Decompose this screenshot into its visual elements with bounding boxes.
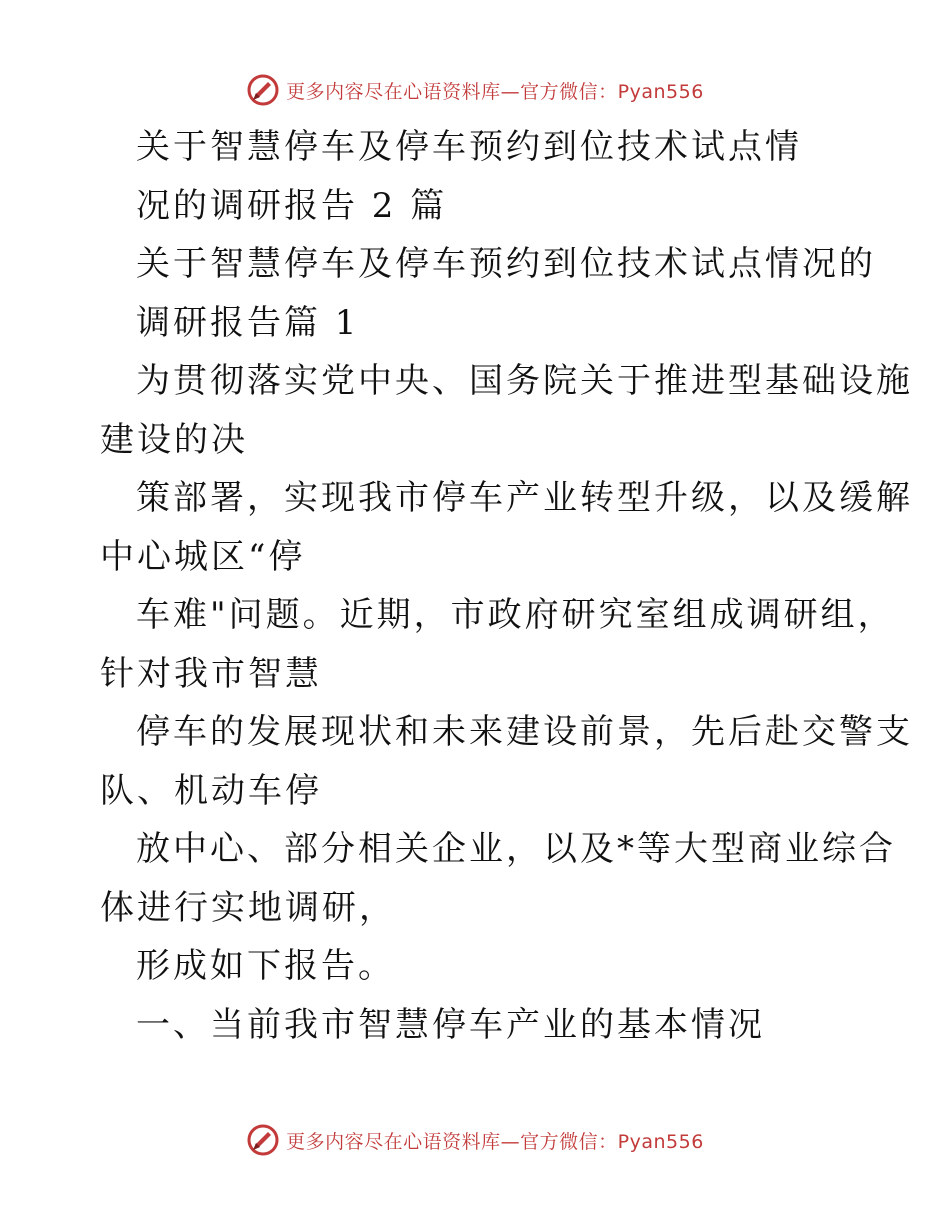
paragraph-line: 中心城区“停 xyxy=(100,536,306,577)
title-line-1: 关于智慧停车及停车预约到位技术试点情 xyxy=(136,127,802,167)
paragraph-line: 体进行实地调研， xyxy=(100,887,396,928)
section-heading: 一、当前我市智慧停车产业的基本情况 xyxy=(136,1004,765,1045)
footer-watermark-banner xyxy=(0,1120,950,1160)
paragraph-line: 形成如下报告。 xyxy=(136,946,395,986)
document-body xyxy=(100,118,913,1054)
paragraph-line: 放中心、部分相关企业，以及*等大型商业综合 xyxy=(136,829,896,869)
paragraph-line: 队、机动车停 xyxy=(100,770,322,811)
subtitle-line-2: 调研报告篇 1 xyxy=(136,302,360,343)
paragraph-line: 建设的决 xyxy=(100,419,248,460)
header-watermark-banner xyxy=(0,70,950,110)
subtitle-line-1: 关于智慧停车及停车预约到位技术试点情况的 xyxy=(136,244,876,284)
brand-logo-icon xyxy=(246,1123,280,1157)
watermark-text: 更多内容尽在心语资料库—官方微信：Pyan556 xyxy=(286,1130,704,1153)
paragraph-line: 停车的发展现状和未来建设前景，先后赴交警支 xyxy=(136,712,913,752)
paragraph-line: 针对我市智慧 xyxy=(100,653,322,694)
watermark-text: 更多内容尽在心语资料库—官方微信：Pyan556 xyxy=(286,80,704,103)
paragraph-line: 车难"问题。近期，市政府研究室组成调研组， xyxy=(136,595,895,635)
brand-logo-icon xyxy=(246,73,280,107)
paragraph-line: 为贯彻落实党中央、国务院关于推进型基础设施 xyxy=(136,361,913,401)
title-line-2: 况的调研报告 2 篇 xyxy=(136,185,448,226)
paragraph-line: 策部署，实现我市停车产业转型升级，以及缓解 xyxy=(136,478,913,518)
